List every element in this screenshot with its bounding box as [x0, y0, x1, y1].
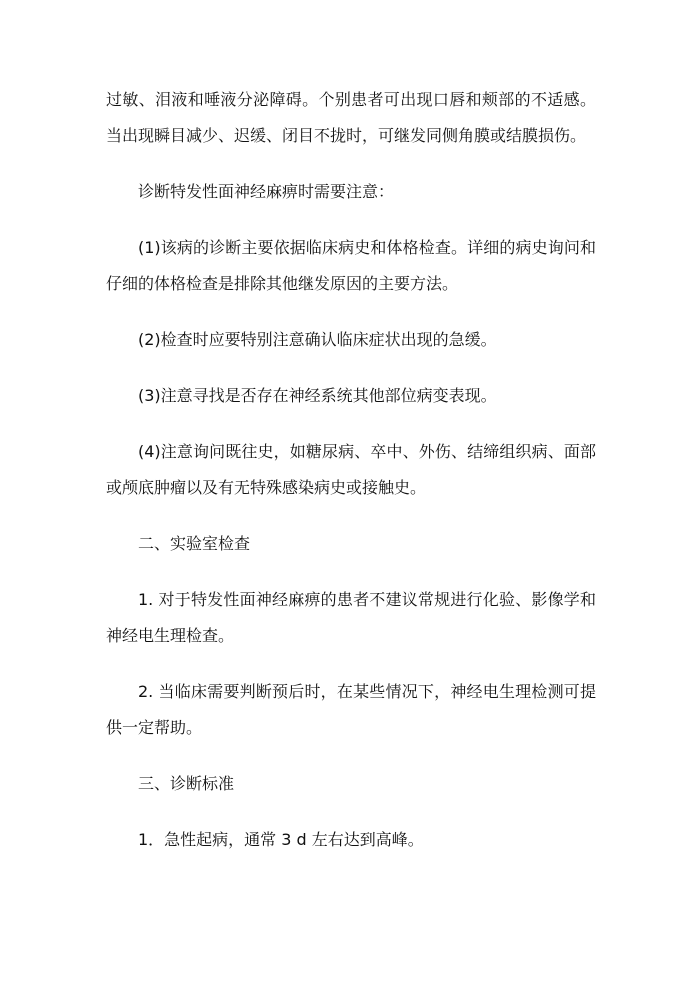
paragraph-criteria-1: 1．急性起病，通常 3 d 左右达到高峰。: [138, 830, 424, 849]
paragraph-note-2: (2)检查时应要特别注意确认临床症状出现的急缓。: [138, 330, 497, 349]
paragraph-lab-2: 2. 当临床需要判断预后时，在某些情况下，神经电生理检测可提供一定帮助。: [106, 682, 596, 737]
paragraph-note-1: (1)该病的诊断主要依据临床病史和体格检查。详细的病史询问和仔细的体格检查是排除其他继发原因的主要方法。: [106, 238, 596, 293]
section-heading-diagnostic-criteria: 三、诊断标准: [138, 774, 235, 793]
paragraph-diagnosis-notes-intro: 诊断特发性面神经麻痹时需要注意：: [138, 182, 395, 201]
paragraph-note-4: (4)注意询问既往史，如糖尿病、卒中、外伤、结缔组织病、面部或颅底肿瘤以及有无特殊感染病史或接触史。: [106, 442, 596, 497]
section-heading-lab-tests: 二、实验室检查: [138, 534, 251, 553]
paragraph-symptoms-continued: 过敏、泪液和唾液分泌障碍。个别患者可出现口唇和颊部的不适感。当出现瞬目减少、迟缓、闭目不拢时，可继发同侧角膜或结膜损伤。: [106, 90, 596, 145]
paragraph-lab-1: 1. 对于特发性面神经麻痹的患者不建议常规进行化验、影像学和神经电生理检查。: [106, 590, 596, 645]
paragraph-note-3: (3)注意寻找是否存在神经系统其他部位病变表现。: [138, 386, 497, 405]
document-page: [106, 82, 596, 878]
